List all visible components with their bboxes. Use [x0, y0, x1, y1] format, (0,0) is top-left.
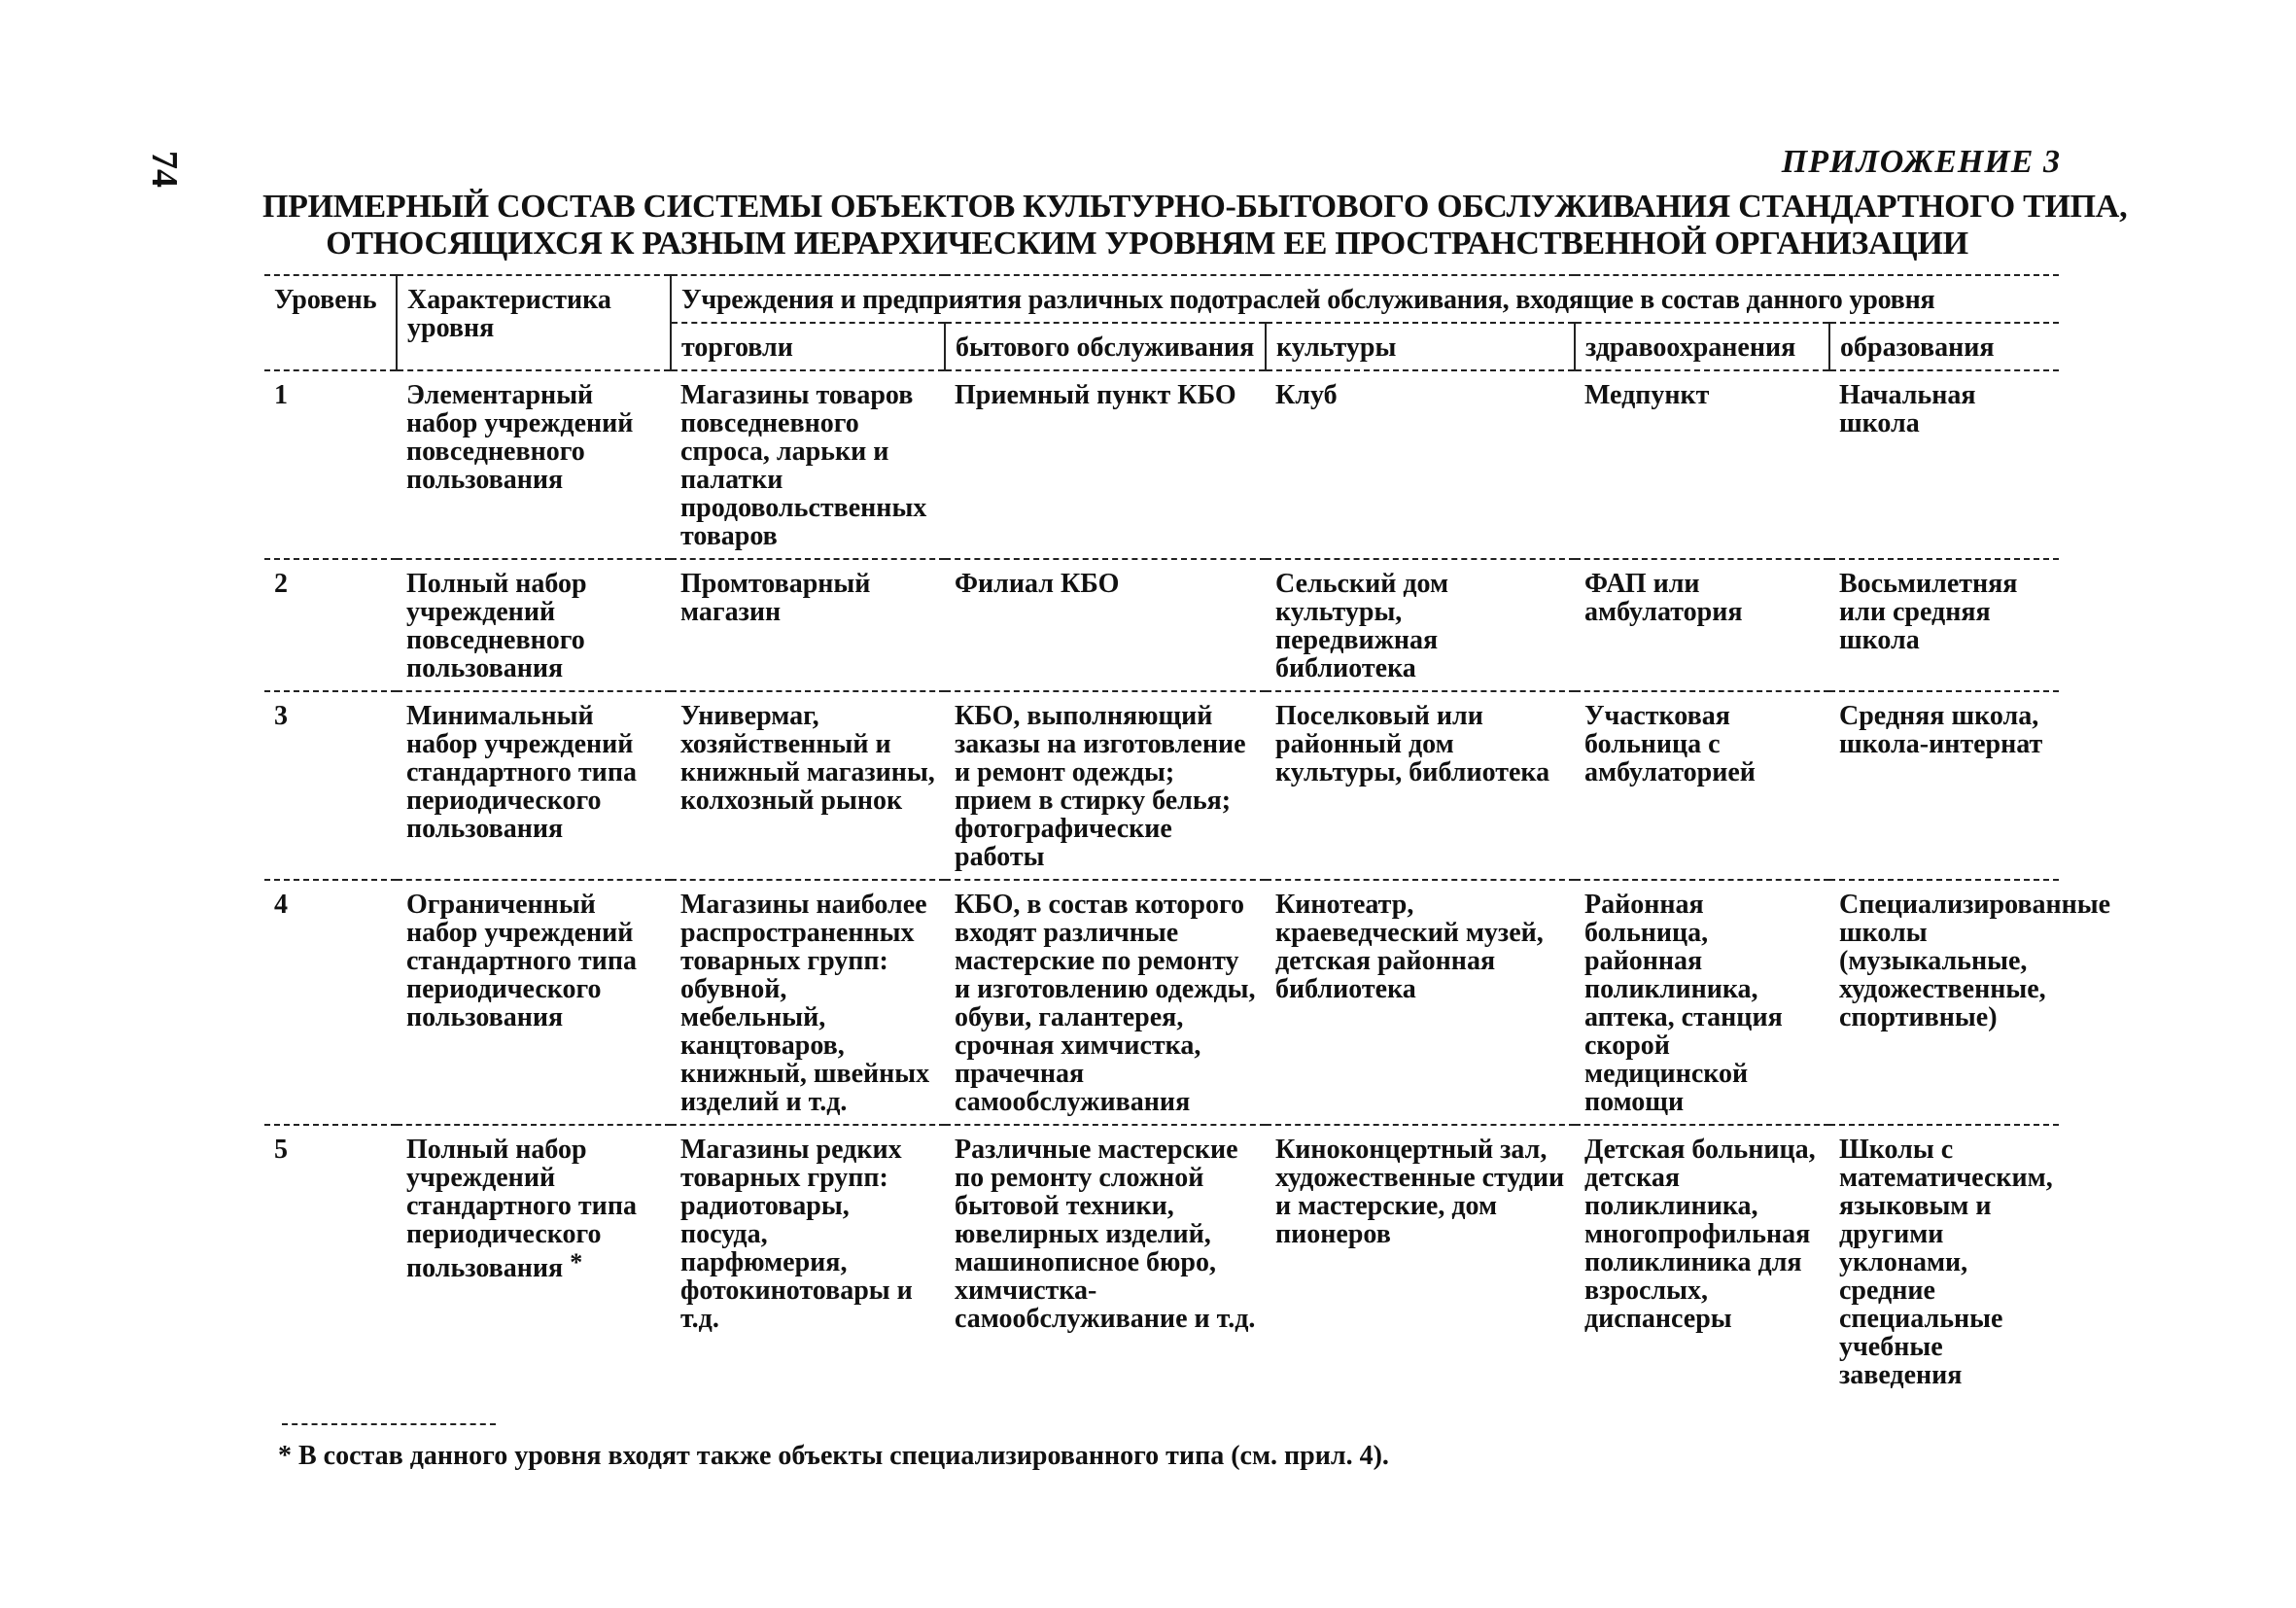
cell-characteristic: Полный набор учреждений повседневного пользования	[397, 559, 671, 691]
header-education: образования	[1829, 323, 2059, 370]
cell-culture: Поселковый или районный дом культуры, библиотека	[1266, 691, 1575, 880]
page-number: 74	[144, 151, 185, 188]
cell-level: 4	[264, 880, 397, 1125]
cell-level: 3	[264, 691, 397, 880]
cell-level: 1	[264, 370, 397, 559]
cell-household: Филиал КБО	[945, 559, 1266, 691]
cell-culture: Киноконцертный зал, художественные студии и мастерские, дом пионеров	[1275, 1135, 1565, 1249]
cell-education: Восьмилетняя или средняя школа	[1829, 559, 2059, 691]
cell-health: Районная больница, районная поликлиника, аптека, станция скорой медицинской помощи	[1575, 880, 1829, 1125]
footnote-mark: *	[570, 1248, 583, 1276]
cell-characteristic	[397, 1125, 671, 1397]
table-row	[264, 880, 2059, 1125]
cell-culture: Сельский дом культуры, передвижная библиотека	[1266, 559, 1575, 691]
footnote: * В состав данного уровня входят также объекты специализированного типа (см. прил. 4).	[278, 1441, 1389, 1471]
title-line-1: ПРИМЕРНЫЙ СОСТАВ СИСТЕМЫ ОБЪЕКТОВ КУЛЬТУРНО-БЫТОВОГО ОБСЛУЖИВАНИЯ СТАНДАРТНОГО ТИПА,	[262, 189, 2128, 225]
cell-health: ФАП или амбулатория	[1575, 559, 1829, 691]
cell-household: Различные мастерские по ремонту сложной бытовой техники, ювелирных изделий, машинописное бюро, химчистка-самообслуживание и т.д.	[955, 1135, 1256, 1334]
table-row	[264, 691, 2059, 880]
characteristic-text: Полный набор учреждений стандартного типа периодического пользования	[406, 1135, 637, 1283]
cell-trade: Магазины наиболее распространенных товарных групп: обувной, мебельный, канцтоваров, книжный, швейных изделий и т.д.	[671, 880, 945, 1125]
footnote-divider	[282, 1423, 496, 1425]
cell-household: Приемный пункт КБО	[945, 370, 1266, 559]
cell-education: Специализированные школы (музыкальные, художественные, спортивные)	[1829, 880, 2059, 1125]
header-level: Уровень	[264, 275, 397, 370]
cell-trade: Промтоварный магазин	[671, 559, 945, 691]
cell-health: Участковая больница с амбулаторией	[1575, 691, 1829, 880]
page-title	[262, 189, 2128, 262]
cell-characteristic: Ограниченный набор учреждений стандартного типа периодического пользования	[397, 880, 671, 1125]
cell-trade: Универмаг, хозяйственный и книжный магазины, колхозный рынок	[671, 691, 945, 880]
cell-education: Школы с математическим, языковым и другими уклонами, средние специальные учебные заведения	[1839, 1135, 2053, 1390]
cell-household: КБО, в состав которого входят различные мастерские по ремонту и изготовлению одежды, обуви, галантерея, срочная химчистка, прачечная самообслуживания	[945, 880, 1266, 1125]
cell-household: КБО, выполняющий заказы на изготовление и ремонт одежды; прием в стирку белья; фотографические работы	[945, 691, 1266, 880]
cell-culture: Кинотеатр, краеведческий музей, детская районная библиотека	[1266, 880, 1575, 1125]
header-group: Учреждения и предприятия различных подотраслей обслуживания, входящие в состав данного уровня	[671, 275, 2059, 323]
appendix-label: ПРИЛОЖЕНИЕ 3	[1781, 144, 2061, 180]
header-household: бытового обслуживания	[945, 323, 1266, 370]
cell-culture: Клуб	[1266, 370, 1575, 559]
table-row	[264, 1125, 2059, 1397]
cell-health: Детская больница, детская поликлиника, многопрофильная поликлиника для взрослых, диспансеры	[1584, 1135, 1816, 1334]
title-line-2: ОТНОСЯЩИХСЯ К РАЗНЫМ ИЕРАРХИЧЕСКИМ УРОВНЯМ ЕЕ ПРОСТРАНСТВЕННОЙ ОРГАНИЗАЦИИ	[326, 226, 1968, 262]
cell-level: 2	[264, 559, 397, 691]
cell-education: Начальная школа	[1829, 370, 2059, 559]
header-trade: торговли	[671, 323, 945, 370]
table-row	[264, 370, 2059, 559]
header-characteristic: Характеристика уровня	[397, 275, 671, 370]
cell-characteristic: Минимальный набор учреждений стандартного типа периодического пользования	[397, 691, 671, 880]
cell-health: Медпункт	[1575, 370, 1829, 559]
cell-characteristic: Элементарный набор учреждений повседневного пользования	[397, 370, 671, 559]
cell-trade: Магазины товаров повседневного спроса, ларьки и палатки продовольственных товаров	[671, 370, 945, 559]
cell-level: 5	[274, 1135, 288, 1165]
table-row	[264, 559, 2059, 691]
cell-trade: Магазины редких товарных групп: радиотовары, посуда, парфюмерия, фотокинотовары и т.д.	[680, 1135, 913, 1334]
header-health: здравоохранения	[1575, 323, 1829, 370]
services-table	[264, 274, 2111, 1397]
header-culture: культуры	[1266, 323, 1575, 370]
cell-education: Средняя школа, школа-интернат	[1829, 691, 2059, 880]
